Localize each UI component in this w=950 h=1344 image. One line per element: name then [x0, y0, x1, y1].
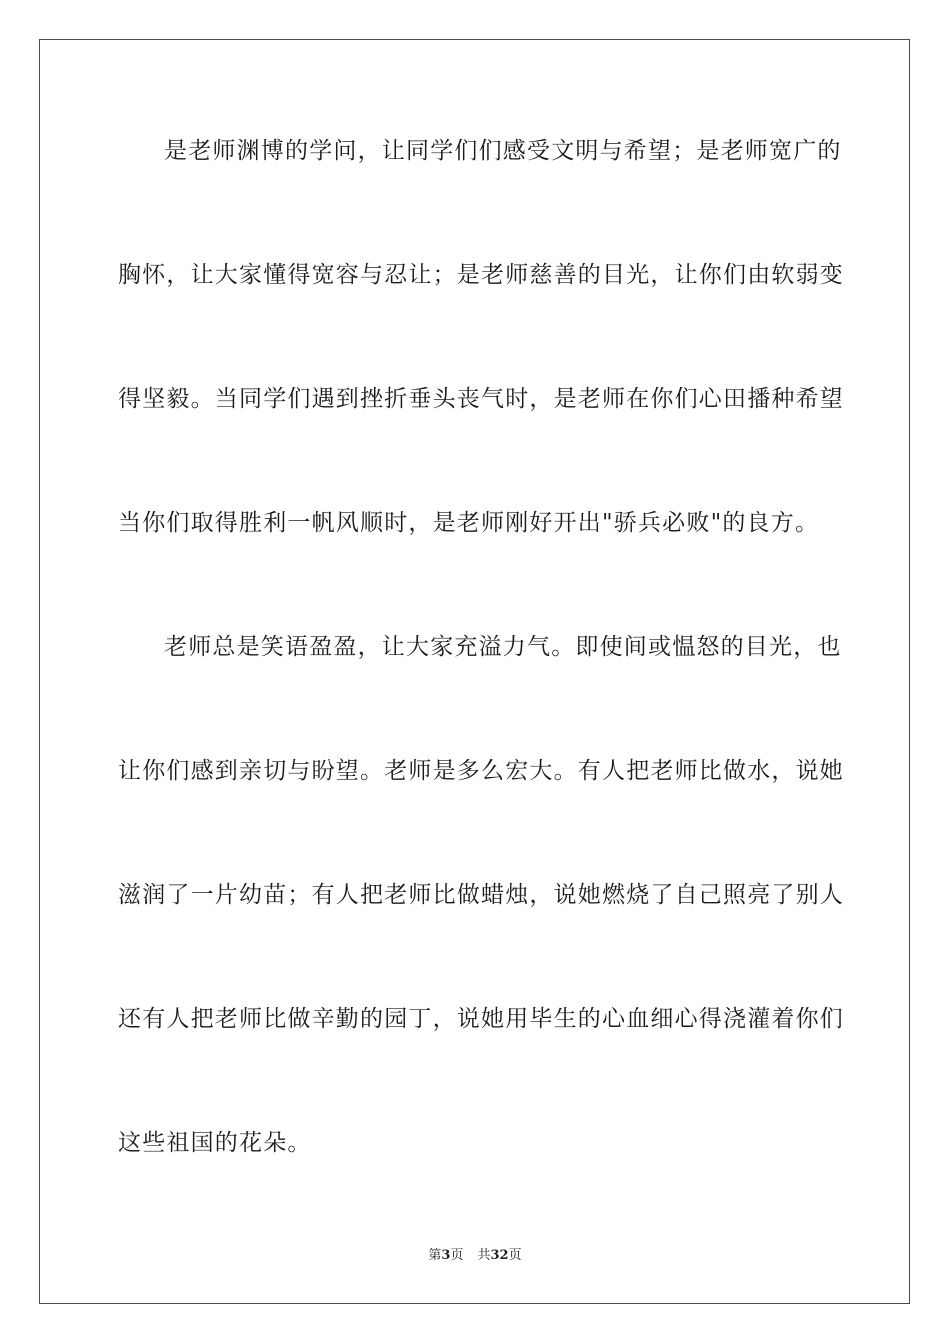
page-border: [39, 39, 910, 1304]
paragraph-2-line-5: 这些祖国的花朵。: [118, 1130, 312, 1156]
total-suffix: 页: [508, 1248, 522, 1263]
paragraph-2-line-2: 让你们感到亲切与盼望。老师是多么宏大。有人把老师比做水，说她: [118, 758, 844, 784]
paragraph-1-line-2: 胸怀，让大家懂得宽容与忍让；是老师慈善的目光，让你们由软弱变: [118, 262, 844, 288]
page-number: 3: [441, 1248, 451, 1263]
paragraph-1-line-4: 当你们取得胜利一帆风顺时，是老师刚好开出"骄兵必败"的良方。: [118, 510, 820, 536]
paragraph-2-line-3: 滋润了一片幼苗；有人把老师比做蜡烛，说她燃烧了自己照亮了别人: [118, 882, 844, 908]
paragraph-1-line-3: 得坚毅。当同学们遇到挫折垂头丧气时，是老师在你们心田播种希望: [118, 386, 844, 412]
page-footer: [0, 1247, 950, 1265]
paragraph-2-line-1: 老师总是笑语盈盈，让大家充溢力气。即使间或愠怒的目光，也: [164, 634, 842, 660]
total-prefix: 共: [477, 1248, 491, 1263]
paragraph-2-line-4: 还有人把老师比做辛勤的园丁，说她用毕生的心血细心得浇灌着你们: [118, 1006, 844, 1032]
page-prefix: 第: [428, 1248, 442, 1263]
total-pages: 32: [490, 1248, 509, 1263]
page-suffix: 页: [450, 1248, 464, 1263]
paragraph-1-line-1: 是老师渊博的学问，让同学们们感受文明与希望；是老师宽广的: [164, 138, 842, 164]
